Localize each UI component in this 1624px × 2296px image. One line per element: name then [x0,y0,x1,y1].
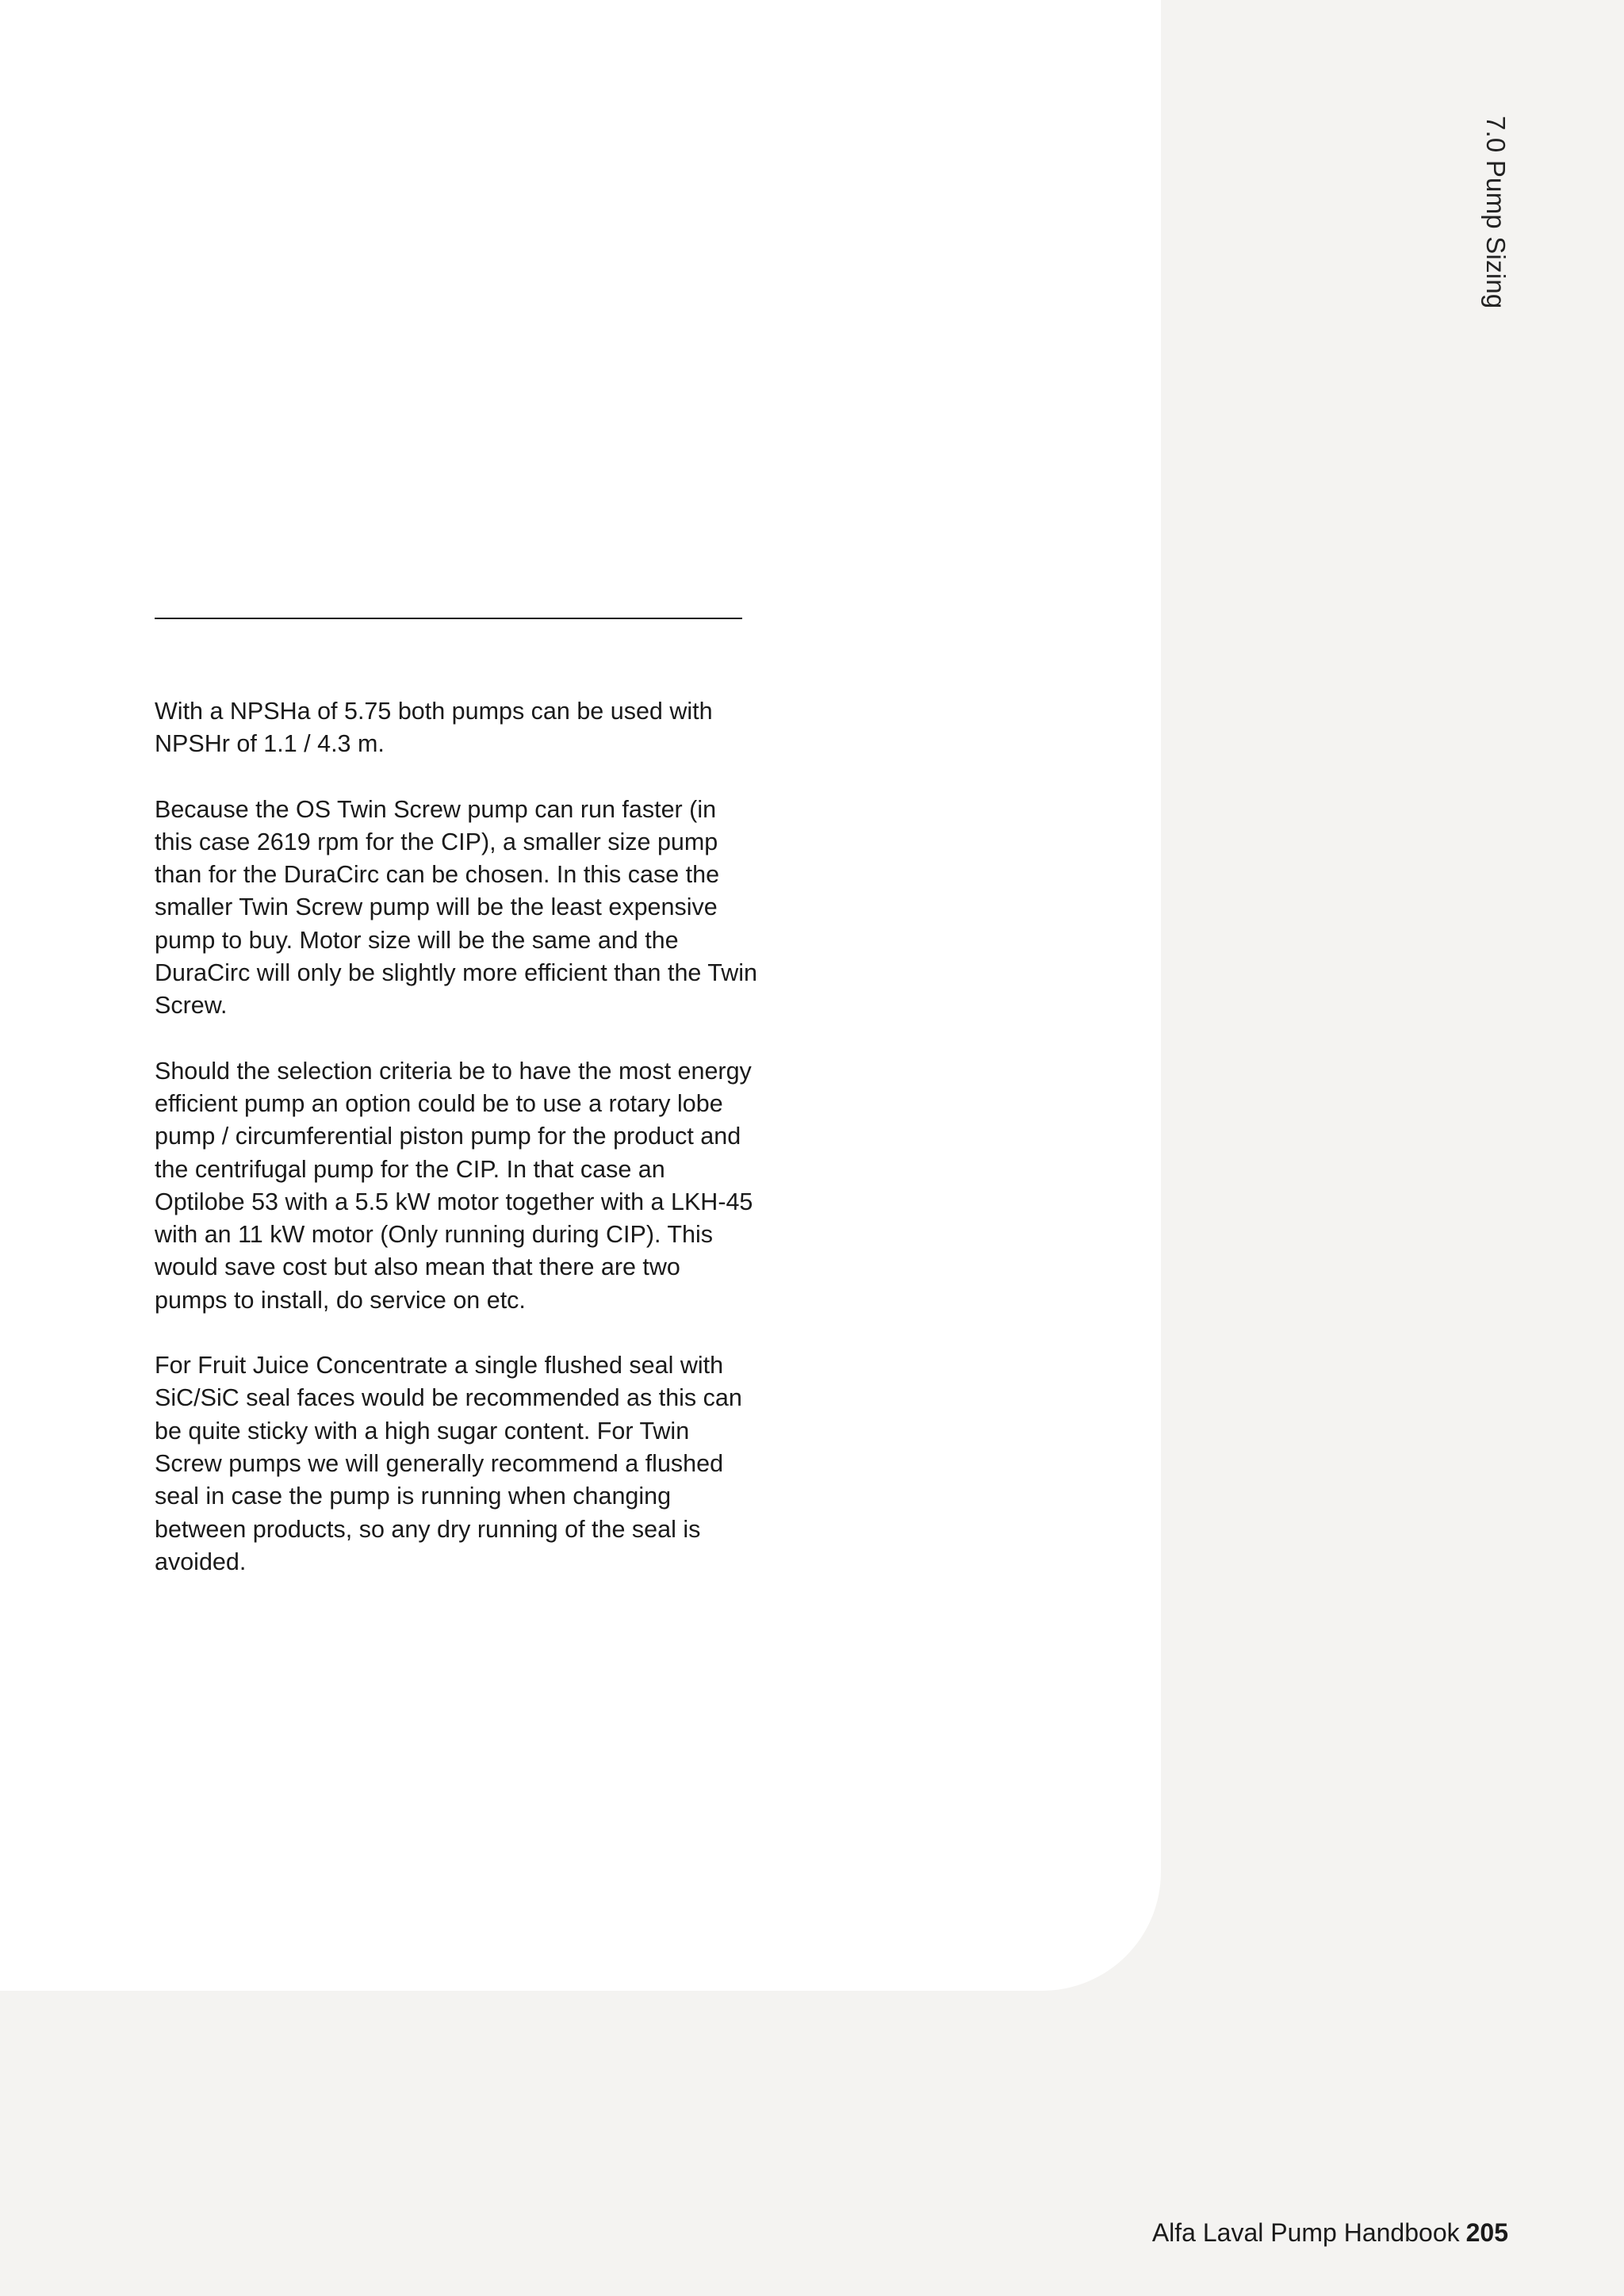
paragraph-energy-efficiency: Should the selection criteria be to have the most energy efficient pump an option could be to use a rotary lobe pump / circumferential piston pump for the product and the centrifugal pump for the CIP. In that case an Optilobe 53 with a 5.5 kW motor together with a LKH-45 with an 11 kW motor (Only running during CIP). This would save cost but also mean that there are two pumps to install, do service on etc. [155,1057,753,1314]
paragraph-npsh: With a NPSHa of 5.75 both pumps can be used with NPSHr of 1.1 / 4.3 m. [155,698,713,758]
section-label: 7.0 Pump Sizing [1481,116,1511,309]
paragraph-seal-recommendation: For Fruit Juice Concentrate a single flushed seal with SiC/SiC seal faces would be recommended as this can be quite sticky with a high sugar content. For Twin Screw pumps we will generally recommend a flushed seal in case the pump is running when changing between products, so any dry running of the seal is avoided. [155,1352,742,1575]
publication-title: Alfa Laval Pump Handbook [1151,2218,1460,2247]
body-text [155,695,757,1611]
paragraph-twin-screw: Because the OS Twin Screw pump can run faster (in this case 2619 rpm for the CIP), a smaller size pump than for the DuraCirc can be chosen. In this case the smaller Twin Screw pump will be the least expensive pump to buy. Motor size will be the same and the DuraCirc will only be slightly more efficient than the Twin Screw. [155,795,758,1020]
section-divider [155,618,742,619]
page-number: 205 [1465,2218,1508,2247]
page-footer [1152,2217,1508,2248]
